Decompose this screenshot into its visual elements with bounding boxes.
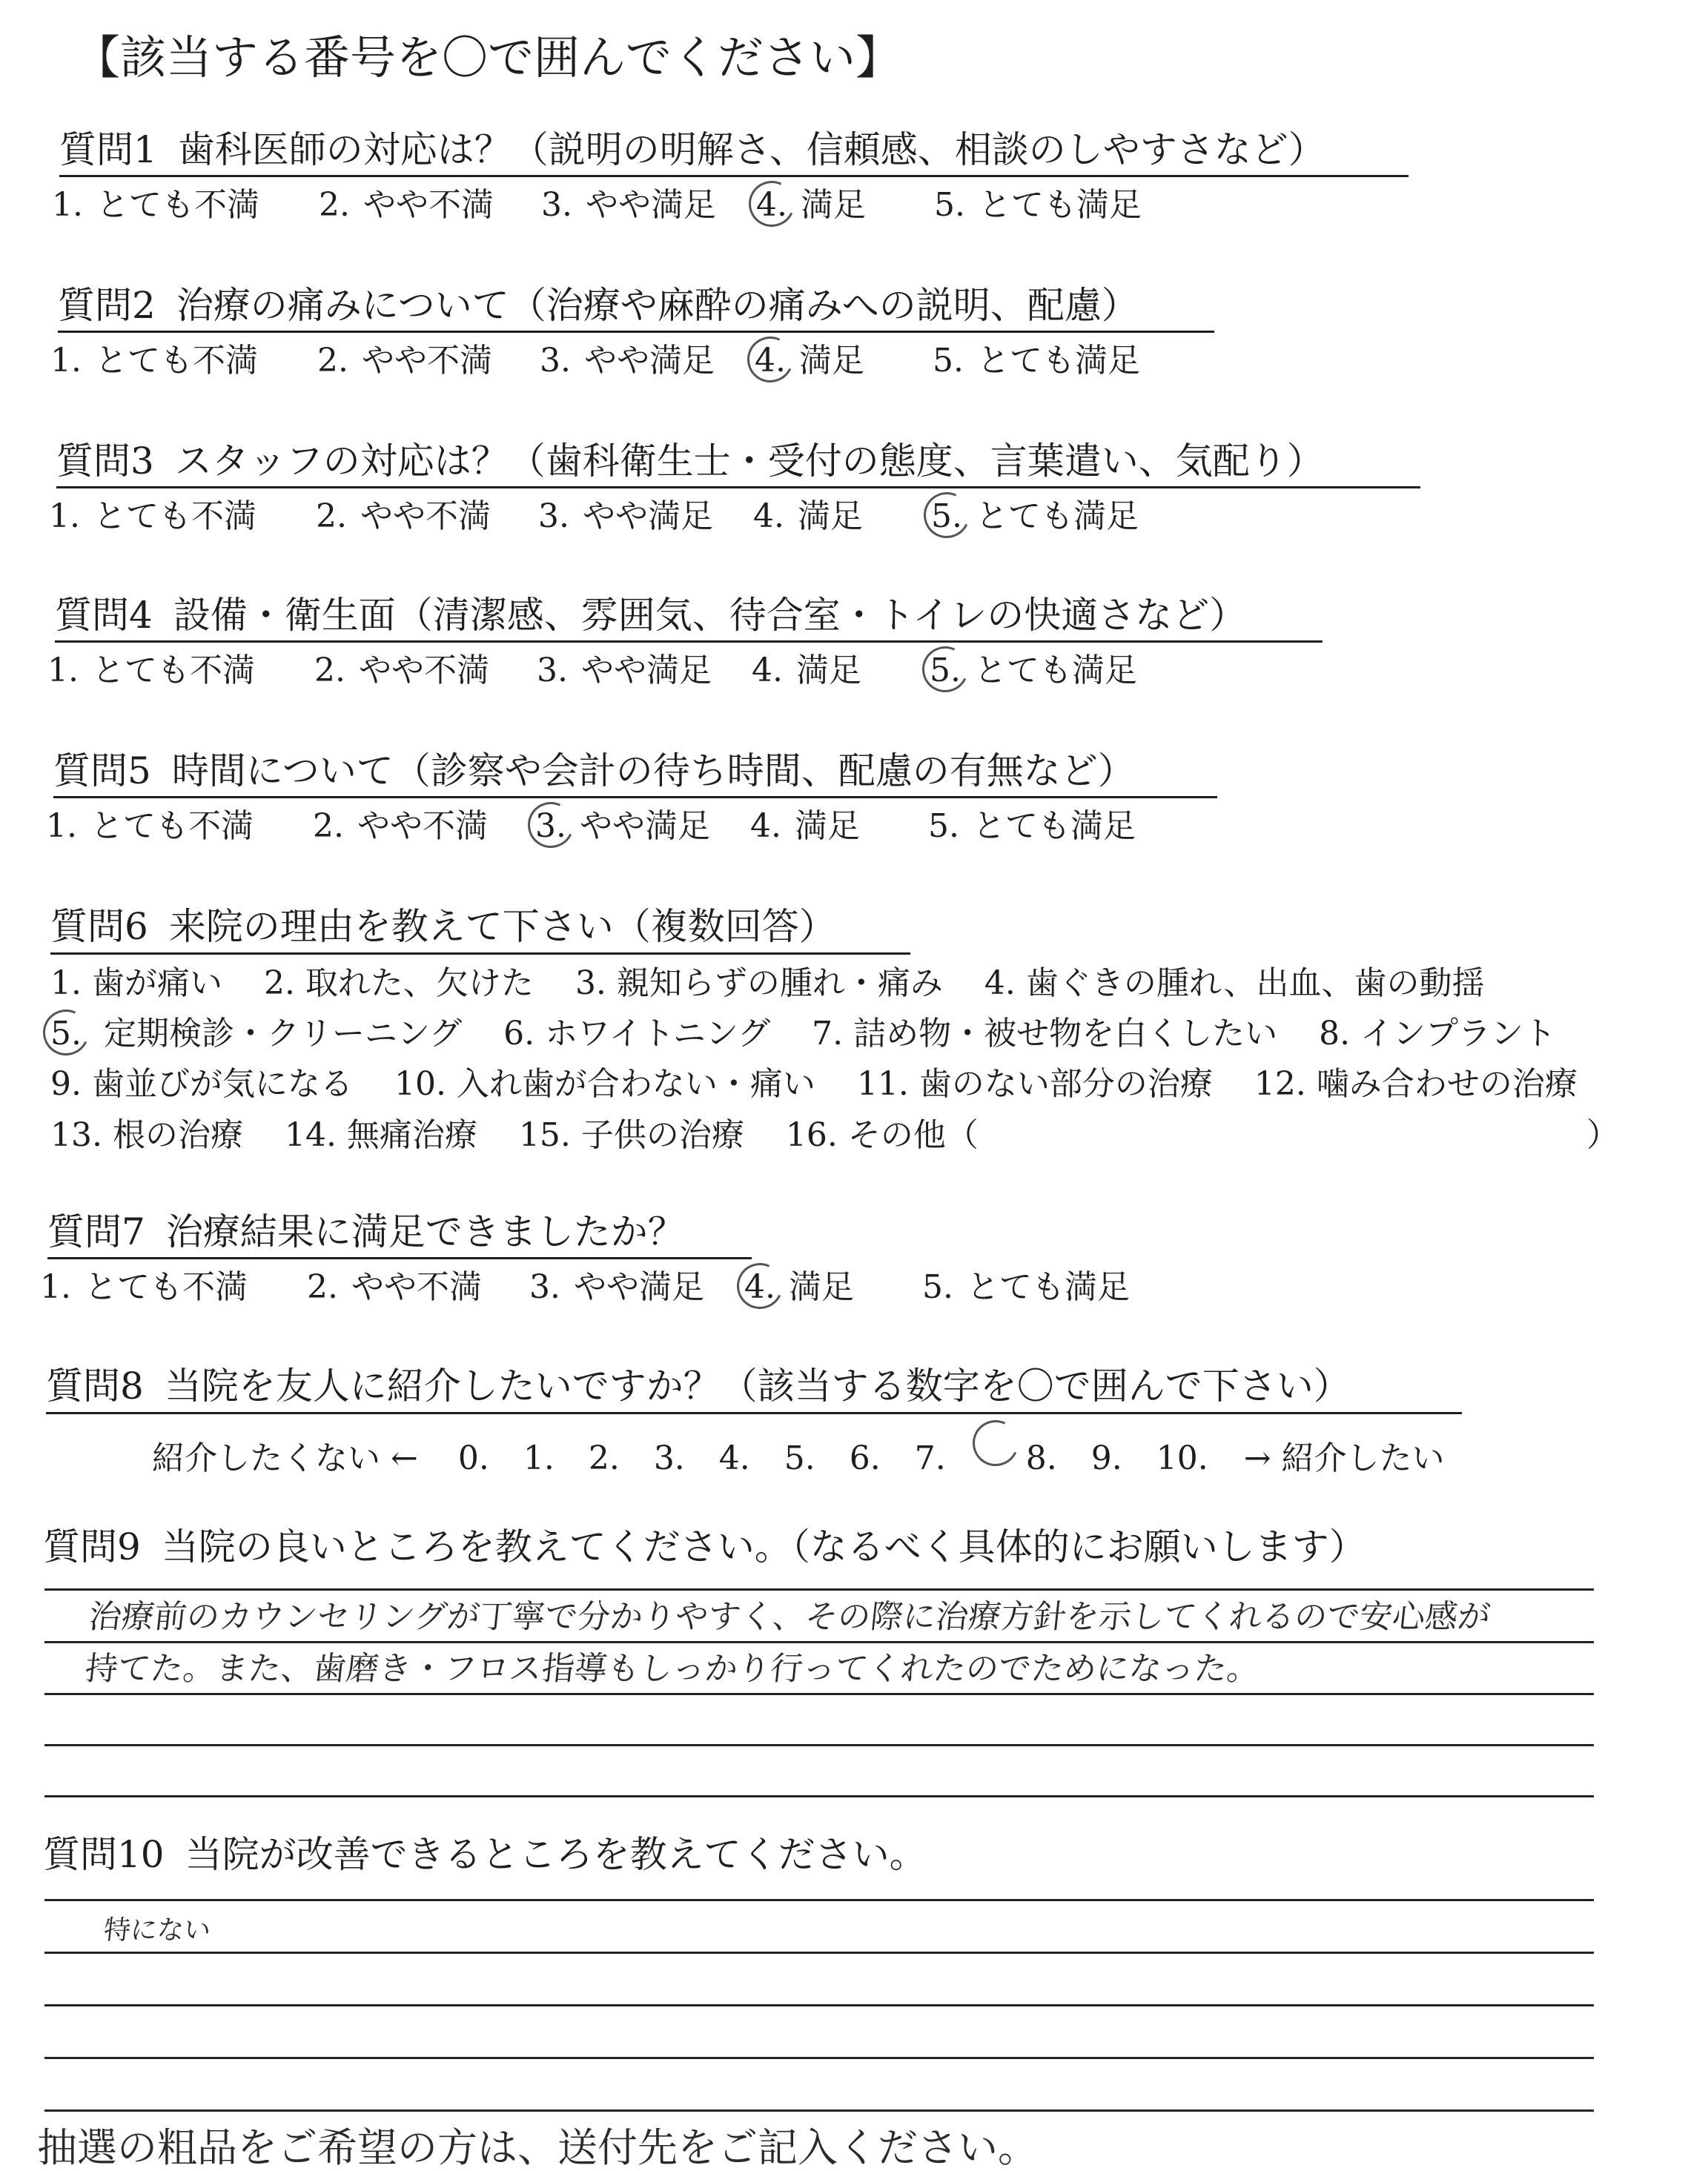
recommend-scale	[152, 1423, 1445, 1480]
option-label: とても満足	[966, 1268, 1130, 1306]
option-label: やや満足	[583, 342, 715, 379]
option-label: とても満足	[978, 186, 1142, 224]
option-number: 1.	[46, 807, 77, 845]
option-label: やや不満	[358, 652, 489, 689]
question-text: 当院の良いところを教えてください。（なるべく具体的にお願いします）	[161, 1525, 1366, 1568]
option-number: 5.	[931, 495, 962, 538]
option-number: 4.	[744, 1266, 775, 1309]
q6-option[interactable]: 2. 取れた、欠けた	[263, 964, 534, 1002]
option-number: 3.	[535, 805, 566, 848]
question-title	[43, 1831, 927, 1878]
rating-option[interactable]	[928, 805, 1136, 848]
option-label: 満足	[797, 497, 863, 535]
question-number: 質問9	[43, 1525, 141, 1568]
footer-note-cutoff: 抽選の粗品をご希望の方は、送付先をご記入ください。	[37, 2124, 1038, 2171]
scale-option[interactable]: 5.	[784, 1439, 815, 1477]
scale-option[interactable]: 1.	[523, 1439, 555, 1477]
q6-option[interactable]: 7. 詰め物・被せ物を白くしたい	[812, 1015, 1278, 1053]
title-underline	[55, 640, 1323, 643]
rating-option[interactable]	[40, 1266, 248, 1309]
question-text: 歯科医師の対応は？（説明の明解さ、信頼感、相談のしやすさなど）	[177, 128, 1325, 171]
option-number: 1.	[49, 497, 80, 535]
rating-option[interactable]	[47, 649, 255, 692]
answer-line	[44, 1952, 1594, 1954]
option-label: とても不満	[94, 342, 258, 379]
q6-option-selected[interactable]: 5.	[50, 1012, 82, 1055]
option-number: 1.	[40, 1268, 71, 1306]
option-label: とても満足	[975, 497, 1139, 535]
option-label: 満足	[794, 807, 860, 845]
question-text: 設備・衛生面（清潔感、雰囲気、待合室・トイレの快適さなど）	[173, 594, 1247, 637]
rating-option[interactable]	[537, 649, 712, 692]
option-label: とても不満	[90, 807, 254, 845]
question-number: 質問2	[58, 284, 156, 327]
option-label: とても不満	[84, 1268, 248, 1306]
option-label: やや満足	[582, 497, 713, 535]
selection-circle	[742, 174, 801, 233]
q6-option[interactable]: 12. 噛み合わせの治療	[1254, 1065, 1578, 1103]
answer-line	[44, 1641, 1594, 1643]
question-title	[58, 282, 1139, 329]
option-label: 満足	[788, 1268, 854, 1306]
selection-circle	[966, 1413, 1025, 1472]
question-text: 来院の理由を教えて下さい（複数回答）	[168, 905, 836, 948]
selection-circle	[730, 1256, 789, 1315]
rating-option[interactable]	[316, 495, 491, 538]
option-label: とても不満	[91, 652, 255, 689]
option-number: 1.	[47, 652, 79, 689]
option-label: やや満足	[573, 1268, 704, 1306]
answer-line	[44, 2109, 1594, 2112]
q6-option[interactable]: 11. 歯のない部分の治療	[856, 1065, 1213, 1103]
option-number: 3.	[538, 497, 569, 535]
option-number: 3.	[529, 1268, 560, 1306]
option-number: 5.	[934, 186, 965, 224]
option-label: やや満足	[579, 807, 710, 845]
scale-option[interactable]: 6.	[849, 1439, 881, 1477]
question-number: 質問10	[43, 1833, 165, 1876]
option-number: 1.	[50, 342, 82, 379]
option-label: やや不満	[360, 497, 491, 535]
question-number: 質問5	[53, 749, 151, 792]
question-number: 質問4	[55, 594, 153, 637]
option-number: 4.	[755, 339, 786, 382]
option-label: 満足	[798, 342, 864, 379]
option-number: 2.	[314, 652, 345, 689]
rating-option[interactable]	[46, 805, 254, 848]
rating-option[interactable]	[319, 184, 494, 227]
option-number: 3.	[537, 652, 568, 689]
scale-option[interactable]: 2.	[588, 1439, 620, 1477]
answer-line	[44, 1588, 1594, 1591]
rating-option[interactable]	[750, 805, 860, 848]
question-text: 治療の痛みについて（治療や麻酔の痛みへの説明、配慮）	[176, 284, 1139, 327]
scale-option[interactable]: 3.	[653, 1439, 685, 1477]
selection-circle	[521, 795, 580, 854]
rating-option[interactable]	[313, 805, 488, 848]
title-underline	[46, 1412, 1462, 1414]
question-title	[46, 1362, 1351, 1410]
q6-option[interactable]: 9. 歯並びが気になる	[50, 1065, 353, 1103]
rating-option[interactable]	[538, 495, 713, 538]
title-underline	[59, 175, 1409, 177]
selection-circle	[36, 1003, 95, 1061]
scale-right-label: → 紹介したい	[1243, 1439, 1445, 1477]
option-number: 3.	[540, 342, 571, 379]
rating-option[interactable]	[50, 339, 258, 382]
option-number: 5.	[922, 1268, 953, 1306]
option-number: 2.	[313, 807, 344, 845]
option-number: 1.	[52, 186, 83, 224]
option-label: とても満足	[973, 652, 1137, 689]
selection-circle	[741, 330, 799, 388]
q6-option[interactable]: 16. その他（	[785, 1116, 979, 1154]
rating-option[interactable]	[49, 495, 256, 538]
selection-circle	[917, 485, 976, 544]
q6-option[interactable]: 13. 根の治療	[50, 1116, 243, 1154]
answer-line	[44, 2004, 1594, 2006]
title-underline	[47, 1257, 752, 1259]
option-number: 5.	[930, 649, 961, 692]
page-title: 【該当する番号を〇で囲んでください】	[74, 30, 902, 84]
question-text: 時間について（診察や会計の待ち時間、配慮の有無など）	[171, 749, 1135, 792]
title-underline	[53, 796, 1217, 798]
scale-option[interactable]: 9.	[1090, 1439, 1122, 1477]
rating-option[interactable]	[752, 649, 861, 692]
rating-option[interactable]	[529, 1266, 704, 1309]
option-number: 4.	[753, 497, 784, 535]
option-label: やや不満	[351, 1268, 482, 1306]
question-title	[50, 903, 836, 950]
option-number: 2.	[319, 186, 350, 224]
option-label: やや不満	[361, 342, 492, 379]
rating-option[interactable]	[317, 339, 492, 382]
question-number: 質問3	[56, 440, 154, 483]
question-title	[55, 591, 1246, 639]
question-number: 質問8	[46, 1365, 144, 1408]
question-title	[43, 1523, 1366, 1571]
rating-option[interactable]	[933, 339, 1140, 382]
rating-option-selected[interactable]	[931, 495, 1139, 538]
rating-option[interactable]	[934, 184, 1142, 227]
q6-row-2	[50, 1012, 1587, 1055]
question-text: スタッフの対応は？（歯科衛生士・受付の態度、言葉遣い、気配り）	[174, 440, 1324, 483]
rating-option[interactable]	[314, 649, 489, 692]
q6-option[interactable]: 1. 歯が痛い	[50, 964, 222, 1002]
option-label: とても不満	[96, 186, 259, 224]
q6-option[interactable]: 14. 無痛治療	[284, 1116, 477, 1154]
q6-option[interactable]: 15. 子供の治療	[518, 1116, 744, 1154]
q6-option[interactable]: 8. インプラント	[1319, 1015, 1557, 1053]
question-number: 質問7	[47, 1210, 145, 1253]
scale-option[interactable]: 4.	[718, 1439, 750, 1477]
answer-line	[44, 2057, 1594, 2059]
q6-option[interactable]: 3. 親知らずの腫れ・痛み	[575, 964, 943, 1002]
question-title	[53, 747, 1135, 795]
answer-line	[44, 1795, 1594, 1797]
q6-option[interactable]: 定期検診・クリーニング	[103, 1015, 463, 1053]
question-title	[56, 437, 1324, 485]
question-text: 当院が改善できるところを教えてください。	[185, 1833, 927, 1876]
question-title	[59, 126, 1325, 173]
title-underline	[50, 952, 910, 955]
title-underline	[58, 331, 1214, 333]
q6-row-3	[50, 1063, 1609, 1106]
q6-row-1	[50, 962, 1516, 1005]
title-underline	[56, 486, 1420, 488]
scale-option-selected[interactable]: 8.	[980, 1423, 1057, 1480]
handwritten-answer[interactable]: 持てた。また、歯磨き・フロス指導もしっかり行ってくれたのでためになった。	[83, 1650, 1262, 1688]
option-label: やや不満	[357, 807, 488, 845]
option-label: 満足	[800, 186, 866, 224]
rating-option-selected[interactable]	[535, 805, 710, 848]
question-text: 治療結果に満足できましたか？	[165, 1210, 685, 1253]
rating-option[interactable]	[52, 184, 259, 227]
answer-line	[44, 1899, 1594, 1901]
question-number: 質問1	[59, 128, 157, 171]
question-text: 当院を友人に紹介したいですか？（該当する数字を〇で囲んで下さい）	[164, 1365, 1351, 1408]
rating-option-selected[interactable]	[930, 649, 1137, 692]
rating-option-selected[interactable]	[744, 1266, 854, 1309]
option-number: 4.	[752, 652, 783, 689]
question-title	[47, 1208, 685, 1256]
rating-option-selected[interactable]	[756, 184, 866, 227]
scale-left-label: 紹介したくない ←	[152, 1439, 418, 1477]
rating-option-selected[interactable]	[755, 339, 864, 382]
answer-line	[44, 1744, 1594, 1746]
option-number: 2.	[316, 497, 347, 535]
rating-option[interactable]	[753, 495, 863, 538]
q6-option[interactable]: 10. 入れ歯が合わない・痛い	[394, 1065, 815, 1103]
q6-option[interactable]: 4. 歯ぐきの腫れ、出血、歯の動揺	[984, 964, 1485, 1002]
option-label: やや満足	[580, 652, 712, 689]
scale-option[interactable]: 10.	[1156, 1439, 1208, 1477]
q6-option[interactable]: 6. ホワイトニング	[503, 1015, 771, 1053]
option-number: 5.	[933, 342, 964, 379]
scale-option[interactable]: 7.	[914, 1439, 946, 1477]
option-label: とても不満	[93, 497, 256, 535]
rating-option[interactable]	[540, 339, 715, 382]
answer-line	[44, 1693, 1594, 1695]
question-number: 質問6	[50, 905, 148, 948]
q6-close-paren: ）	[1586, 1116, 1619, 1154]
option-number: 5.	[928, 807, 959, 845]
q6-row-4	[50, 1114, 1010, 1157]
scale-option[interactable]: 0.	[457, 1439, 489, 1477]
option-label: とても満足	[972, 807, 1136, 845]
option-label: 満足	[795, 652, 861, 689]
option-number: 4.	[750, 807, 781, 845]
option-number: 3.	[541, 186, 572, 224]
option-number: 4.	[756, 184, 787, 227]
option-label: とても満足	[976, 342, 1140, 379]
selection-circle	[916, 640, 974, 698]
option-number: 2.	[317, 342, 348, 379]
rating-option[interactable]	[307, 1266, 482, 1309]
handwritten-answer[interactable]: 治療前のカウンセリングが丁寧で分かりやすく、その際に治療方針を示してくれるので安心感が	[87, 1598, 1492, 1636]
option-label: やや満足	[585, 186, 716, 224]
handwritten-answer[interactable]: 特にない	[102, 1915, 213, 1946]
option-label: やや不満	[363, 186, 494, 224]
option-number: 2.	[307, 1268, 338, 1306]
rating-option[interactable]	[922, 1266, 1130, 1309]
rating-option[interactable]	[541, 184, 716, 227]
